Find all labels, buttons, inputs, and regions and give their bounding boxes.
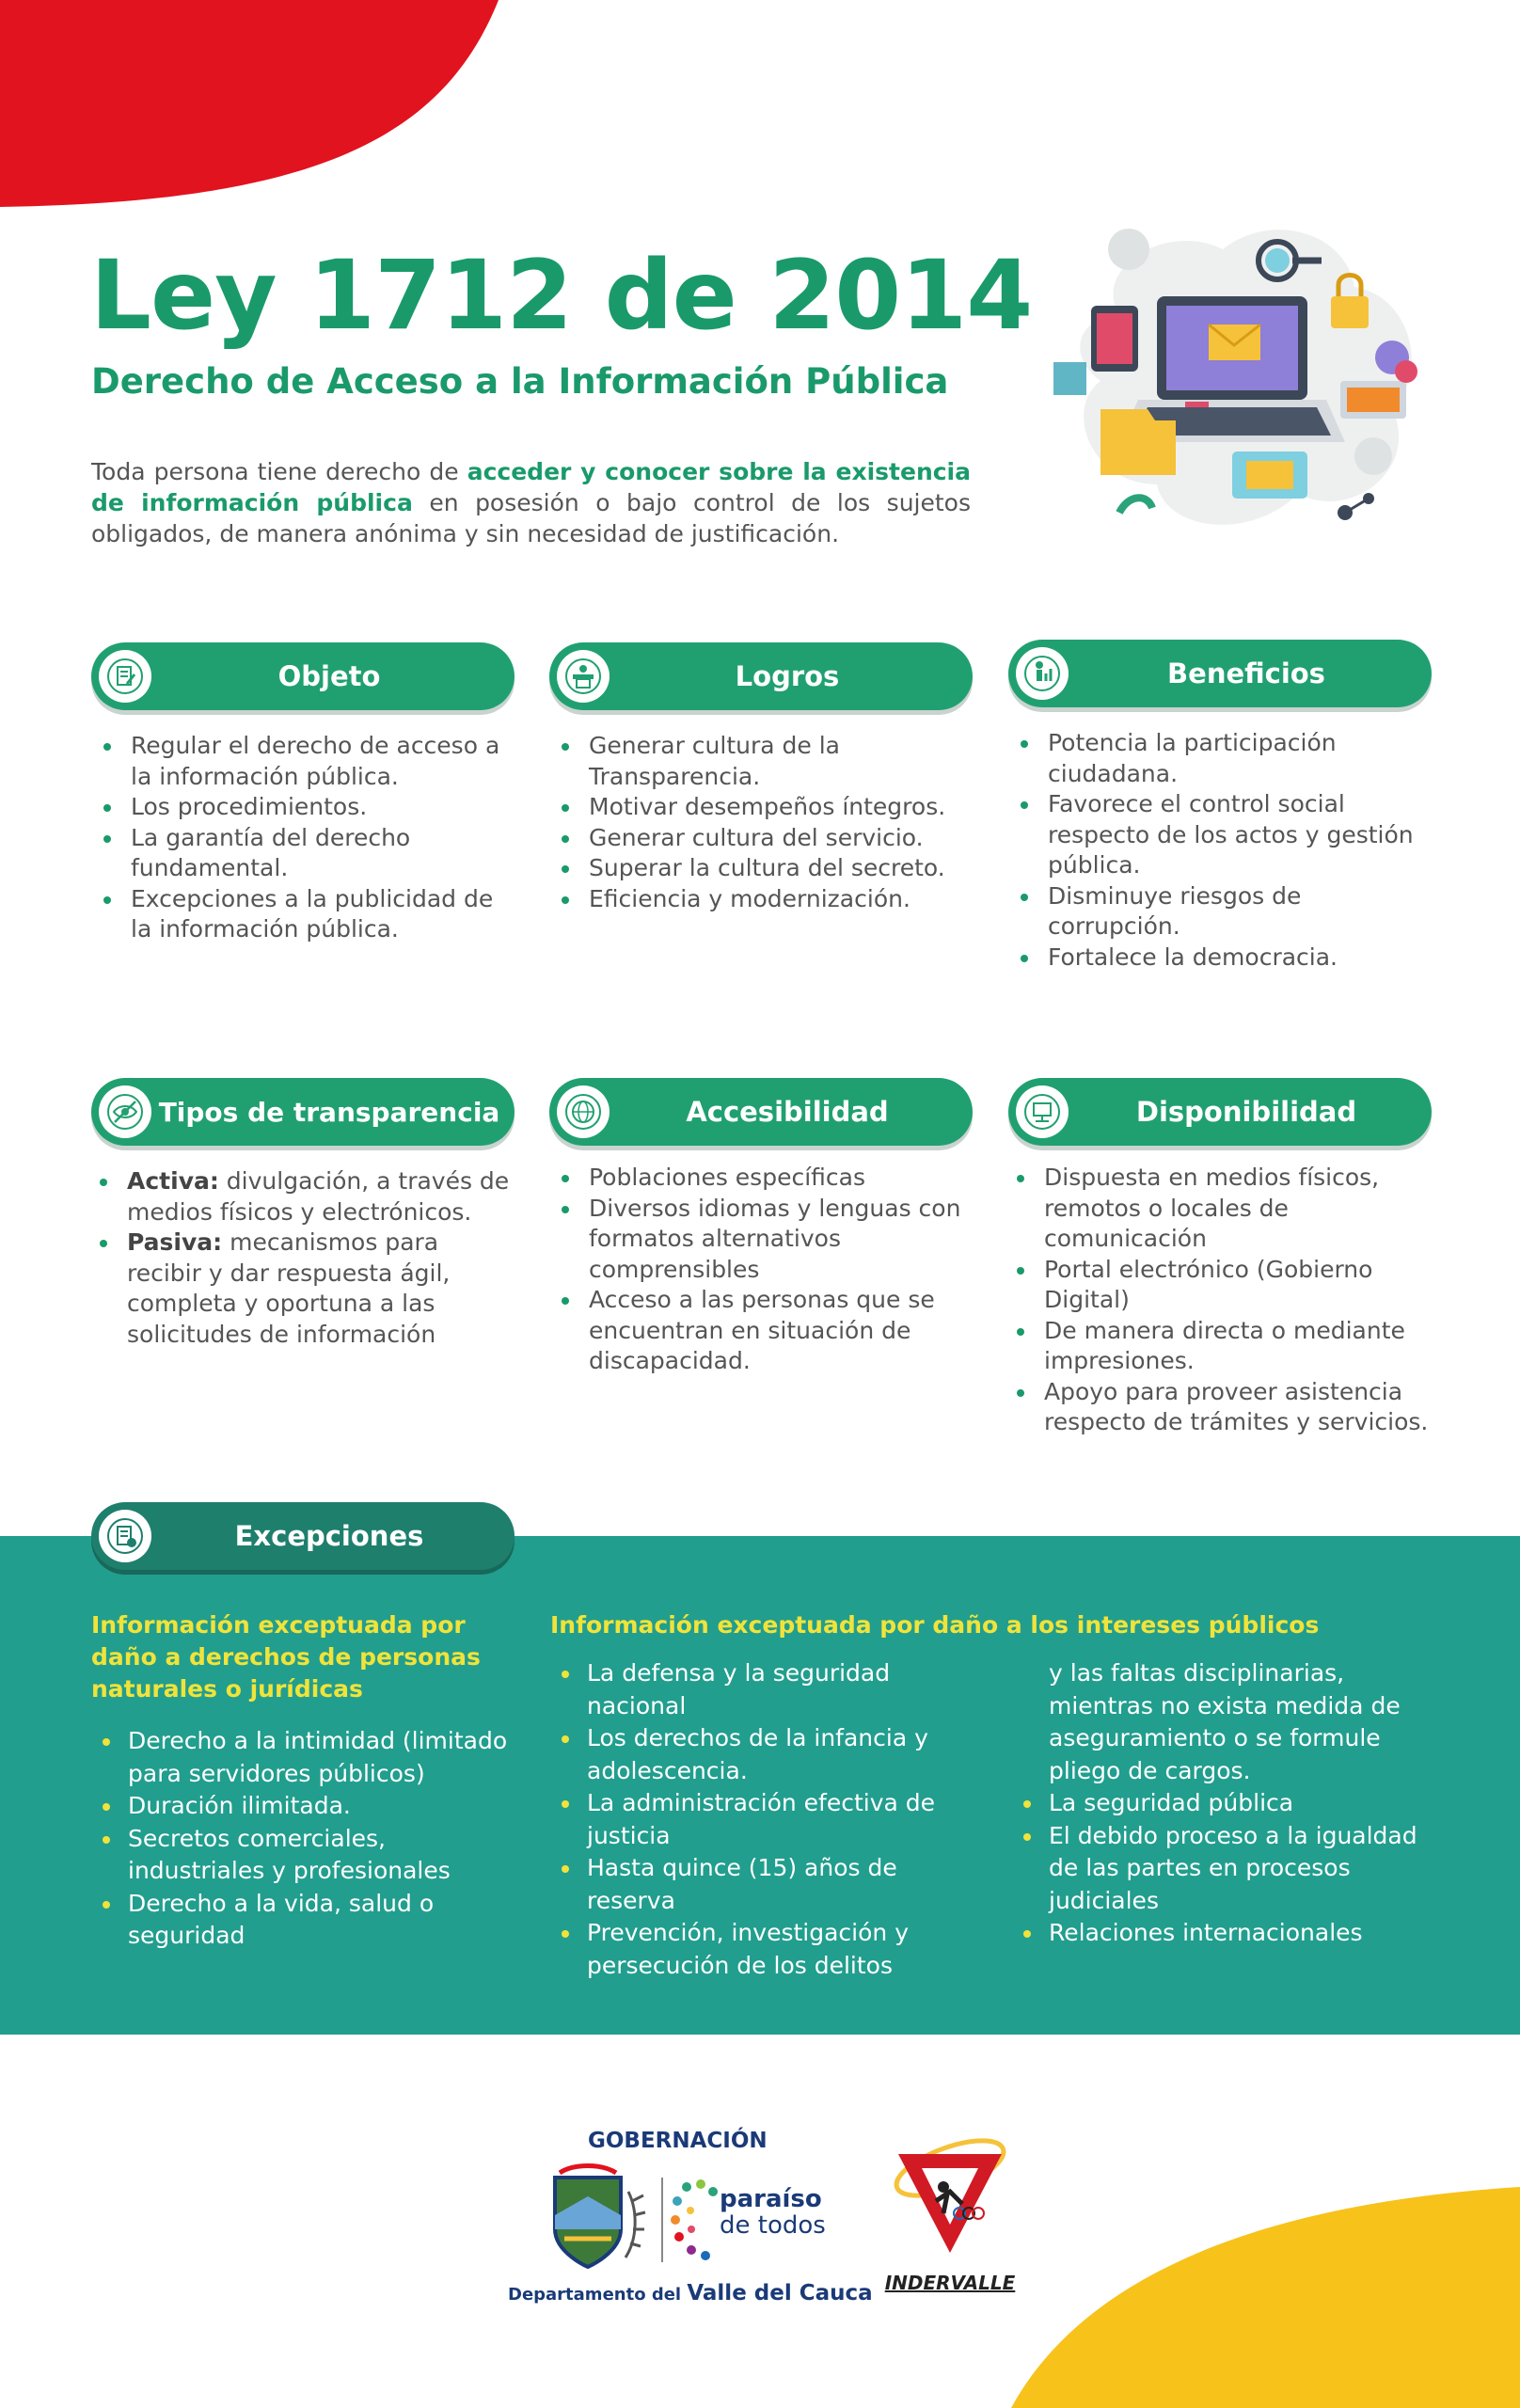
disponibilidad-header [1008,1078,1432,1146]
list-item: Fortalece la democracia. [1048,943,1432,974]
podium-icon [557,650,610,703]
tipos-header [91,1078,515,1146]
page-subtitle: Derecho de Acceso a la Información Pública [91,361,949,402]
beneficios-list [1008,728,1432,973]
accesibilidad-header [549,1078,973,1146]
list-item: Favorece el control social respecto de los actos y gestión pública. [1048,789,1432,881]
excepciones-left-list [128,1725,514,1953]
excepciones-right-list-2 [1049,1657,1453,1950]
list-item: Duración ilimitada. [128,1790,514,1823]
list-item: La garantía del derecho fundamental. [131,823,515,884]
list-item: De manera directa o mediante impresiones. [1044,1316,1432,1377]
list-item: Motivar desempeños íntegros. [589,792,973,823]
disponibilidad-label: Disponibilidad [1135,1096,1357,1128]
intro-highlight: acceder y conocer sobre la existencia de información pública [91,458,971,516]
excepciones-right-heading: Información exceptuada por daño a los intereses públicos [550,1611,1320,1639]
list-item: Regular el derecho de acceso a la información pública. [131,731,515,792]
indervalle-logo [870,2121,1030,2319]
list-item: Eficiencia y modernización. [589,884,973,915]
person-growth-icon [1016,647,1069,700]
list-item: Derecho a la intimidad (limitado para servidores públicos) [128,1725,514,1790]
card-logros [549,642,973,914]
excepciones-header [91,1502,515,1570]
list-item: Los procedimientos. [131,792,515,823]
disponibilidad-list [1008,1163,1432,1438]
accesibilidad-list [549,1163,973,1377]
tipos-label: Tipos de transparencia [158,1096,500,1128]
card-disponibilidad [1008,1078,1432,1438]
logros-list [549,731,973,914]
list-item: La seguridad pública [1049,1787,1453,1820]
list-item: La defensa y la seguridad nacional [587,1657,982,1722]
gobernacion-title: GOBERNACIÓN [588,2129,768,2153]
list-item: Hasta quince (15) años de reserva [587,1852,982,1917]
list-item: Acceso a las personas que se encuentran en situación de discapacidad. [589,1285,973,1377]
card-tipos-transparencia [91,1078,515,1350]
indervalle-name: INDERVALLE [884,2272,1016,2294]
list-item: Pasiva: mecanismos para recibir y dar respuesta ágil, completa y oportuna a las solicitudes de información [127,1228,515,1350]
departamento-label: Departamento del Valle del Cauca [508,2281,873,2305]
document-edit-icon [99,650,151,703]
excepciones-left-heading: Información exceptuada por daño a derechos de personas naturales o jurídicas [91,1611,481,1703]
list-item: Diversos idiomas y lenguas con formatos alternativos comprensibles [589,1194,973,1286]
logros-label: Logros [735,660,840,692]
list-item: Poblaciones específicas [589,1163,973,1194]
card-beneficios [1008,640,1432,973]
globe-icon [557,1085,610,1138]
list-item: Superar la cultura del secreto. [589,853,973,884]
paraiso-sunburst-icon [658,2173,724,2276]
accesibilidad-label: Accesibilidad [686,1096,889,1128]
page-title: Ley 1712 de 2014 [90,240,1033,352]
list-item: Potencia la participación ciudadana. [1048,728,1432,789]
logros-header [549,642,973,710]
list-item: Portal electrónico (Gobierno Digital) [1044,1255,1432,1316]
beneficios-header [1008,640,1432,707]
card-objeto [91,642,515,945]
footer-logos [508,2121,1035,2319]
list-item: Relaciones internacionales [1049,1917,1453,1950]
objeto-list [91,731,515,945]
list-item: Disminuye riesgos de corrupción. [1048,881,1432,943]
list-item: y las faltas disciplinarias, mientras no exista medida de aseguramiento o se formule pliego de cargos. [1049,1659,1401,1784]
list-item: Generar cultura de la Transparencia. [589,731,973,792]
list-item: Activa: divulgación, a través de medios físicos y electrónicos. [127,1166,515,1228]
list-item: Dispuesta en medios físicos, remotos o locales de comunicación [1044,1163,1432,1255]
laptop-information-illustration [1035,212,1449,550]
document-restricted-icon [99,1510,151,1562]
list-item: Apoyo para proveer asistencia respecto de trámites y servicios. [1044,1377,1432,1438]
excepciones-label: Excepciones [234,1520,424,1552]
red-corner-decoration [0,0,1520,245]
paraiso-line2: de todos [720,2211,826,2240]
list-item: Generar cultura del servicio. [589,823,973,854]
objeto-label: Objeto [277,660,381,692]
card-accesibilidad [549,1078,973,1377]
paraiso-line1: paraíso [720,2185,822,2213]
monitor-network-icon [1016,1085,1069,1138]
list-item: Prevención, investigación y persecución de los delitos [587,1917,982,1982]
tipos-list [91,1166,515,1350]
list-item: La administración efectiva de justicia [587,1787,982,1852]
coat-of-arms-icon [527,2163,658,2276]
objeto-header [91,642,515,710]
no-hide-icon [99,1085,151,1138]
gobernacion-logo [508,2121,873,2319]
excepciones-right-list-1 [587,1657,982,1982]
list-item: Excepciones a la publicidad de la información pública. [131,884,515,945]
beneficios-label: Beneficios [1167,657,1325,689]
list-item: Los derechos de la infancia y adolescencia. [587,1722,982,1787]
list-item: El debido proceso a la igualdad de las partes en procesos judiciales [1049,1820,1453,1918]
intro-text: Toda persona tiene derecho de acceder y conocer sobre la existencia de información pública en posesión o bajo control de los sujetos obligados, de manera anónima y sin necesidad de justificación. [91,458,971,547]
list-item: Secretos comerciales, industriales y profesionales [128,1823,514,1888]
indervalle-emblem-icon [889,2131,1011,2262]
list-item: Derecho a la vida, salud o seguridad [128,1888,514,1953]
